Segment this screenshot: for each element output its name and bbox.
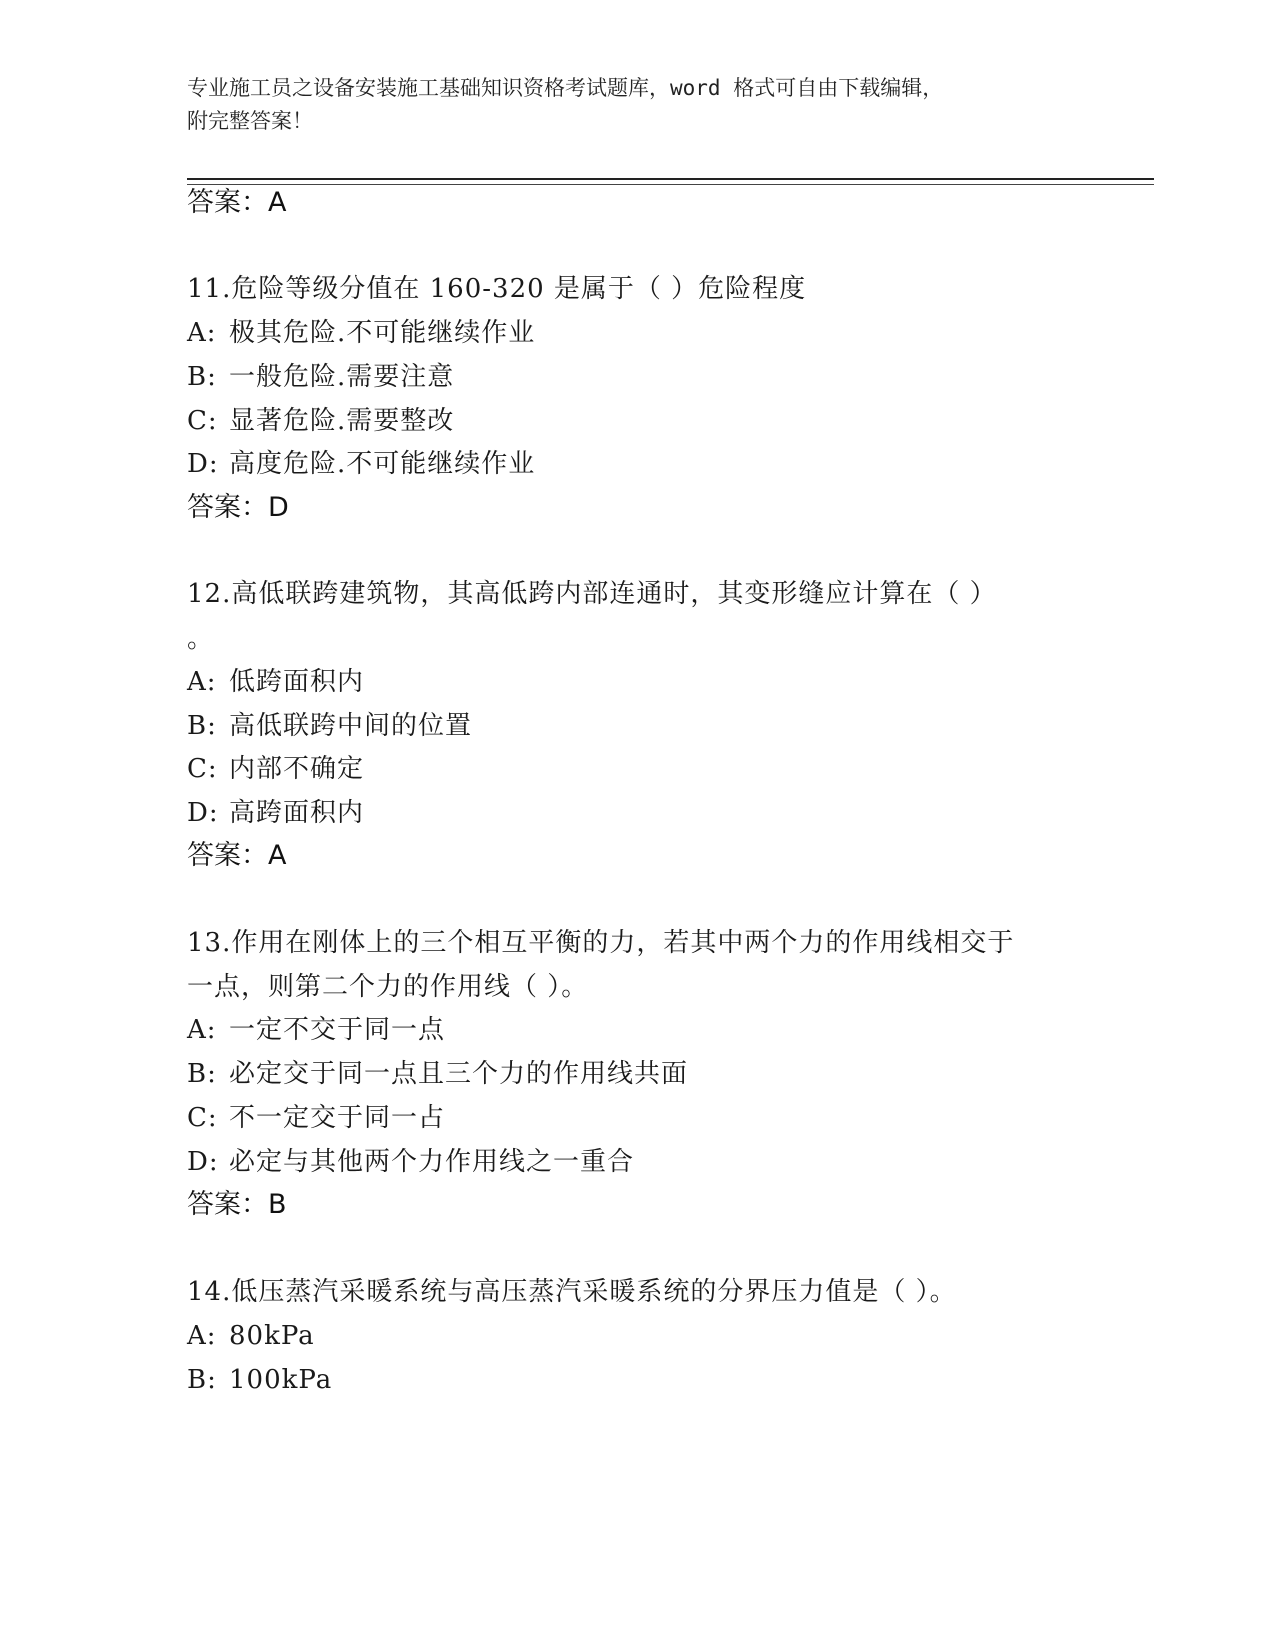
question-11-option-d: [187, 447, 535, 481]
option-text: 显著危险.需要整改: [229, 406, 455, 436]
option-text: 100kPa: [229, 1365, 333, 1395]
question-11-option-c: [187, 404, 454, 438]
header-line-1: 专业施工员之设备安装施工基础知识资格考试题库，word 格式可自由下载编辑，: [187, 76, 944, 100]
option-letter: D:: [187, 449, 219, 479]
question-14-stem: 14.低压蒸汽采暖系统与高压蒸汽采暖系统的分界压力值是（ ）。: [187, 1277, 957, 1307]
option-text: 内部不确定: [229, 754, 365, 784]
option-letter: B:: [187, 1059, 217, 1089]
option-text: 低跨面积内: [229, 667, 365, 697]
question-13-option-a: [187, 1013, 445, 1047]
document-header: [187, 72, 1067, 138]
option-letter: C:: [187, 1103, 218, 1133]
option-text: 极其危险.不可能继续作业: [229, 318, 536, 348]
question-13-option-c: [187, 1101, 445, 1135]
option-text: 80kPa: [229, 1321, 315, 1351]
option-letter: C:: [187, 754, 218, 784]
question-11-stem: 11.危险等级分值在 160-320 是属于（ ）危险程度: [187, 274, 807, 304]
question-11-answer: 答案：D: [187, 492, 289, 523]
option-letter: A:: [187, 1015, 217, 1045]
question-12-stem: 12.高低联跨建筑物，其高低跨内部连通时，其变形缝应计算在（ ）: [187, 579, 997, 609]
question-13-answer: 答案：B: [187, 1189, 287, 1220]
option-text: 必定与其他两个力作用线之一重合: [229, 1147, 635, 1177]
option-letter: A:: [187, 667, 217, 697]
question-13-option-b: [187, 1057, 688, 1091]
option-letter: B:: [187, 1365, 217, 1395]
option-text: 高度危险.不可能继续作业: [229, 449, 536, 479]
header-divider-thin: [187, 184, 1154, 185]
previous-answer: 答案：A: [187, 187, 287, 218]
question-13-stem: 13.作用在刚体上的三个相互平衡的力，若其中两个力的作用线相交于: [187, 928, 1015, 958]
option-letter: A:: [187, 318, 217, 348]
question-12-option-a: [187, 665, 364, 699]
question-14-option-a: [187, 1319, 315, 1353]
option-letter: A:: [187, 1321, 217, 1351]
question-11-option-a: [187, 316, 535, 350]
option-text: 必定交于同一点且三个力的作用线共面: [229, 1059, 689, 1089]
question-13-option-d: [187, 1145, 634, 1179]
option-letter: C:: [187, 406, 218, 436]
option-letter: B:: [187, 711, 217, 741]
question-12-option-b: [187, 709, 472, 743]
header-line-2: 附完整答案！: [187, 109, 313, 133]
question-12-option-c: [187, 752, 364, 786]
option-text: 一般危险.需要注意: [229, 362, 455, 392]
option-text: 高低联跨中间的位置: [229, 711, 473, 741]
question-13-stem-continued: 一点，则第二个力的作用线（ ）。: [187, 972, 589, 1002]
header-divider-thick: [187, 178, 1154, 180]
question-11-option-b: [187, 360, 454, 394]
question-12-answer: 答案：A: [187, 840, 287, 871]
option-text: 不一定交于同一占: [229, 1103, 446, 1133]
option-letter: D:: [187, 798, 219, 828]
option-text: 一定不交于同一点: [229, 1015, 446, 1045]
question-12-option-d: [187, 796, 364, 830]
option-text: 高跨面积内: [229, 798, 365, 828]
question-14-option-b: [187, 1363, 332, 1397]
option-letter: B:: [187, 362, 217, 392]
question-12-stem-continued: 。: [187, 624, 215, 654]
option-letter: D:: [187, 1147, 219, 1177]
